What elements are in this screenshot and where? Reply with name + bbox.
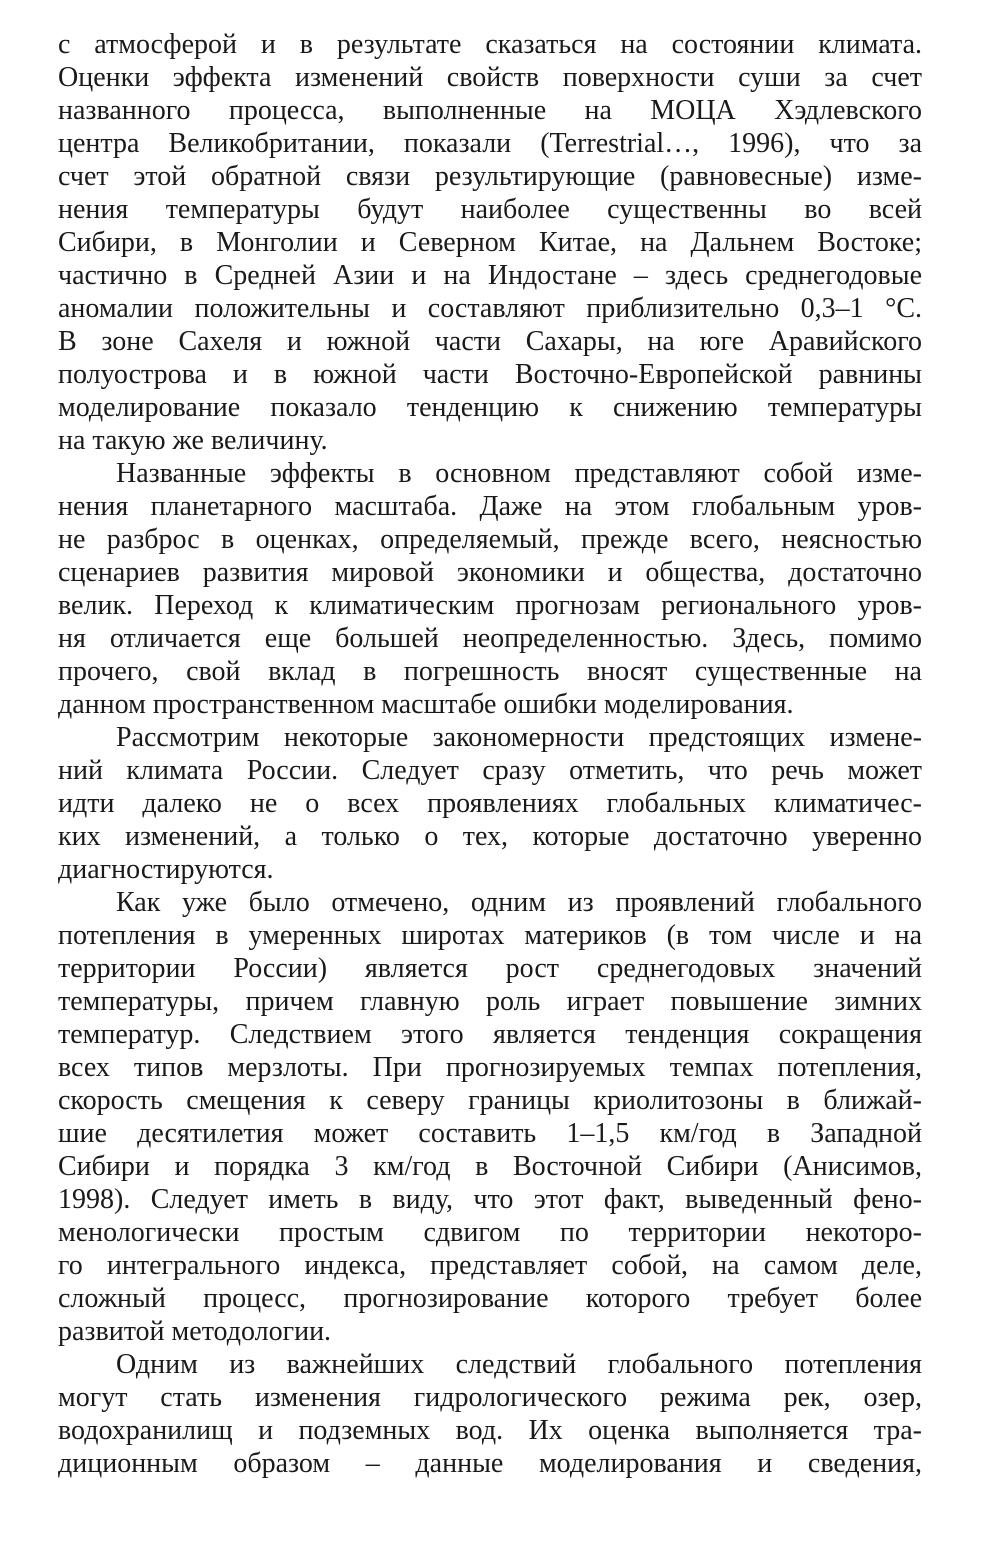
text-line: ких изменений, а только о тех, которые достаточно уверенно <box>58 821 922 852</box>
page-text <box>58 28 922 1480</box>
paragraph-1 <box>58 28 922 457</box>
text-line: с атмосферой и в результате сказаться на состоянии климата. <box>58 29 922 60</box>
text-line: центра Великобритании, показали (Terrestrial…, 1996), что за <box>58 128 922 159</box>
text-line: Как уже было отмечено, одним из проявлений глобального <box>116 887 922 918</box>
text-line: скорость смещения к северу границы криолитозоны в ближай- <box>58 1085 922 1116</box>
text-line: на такую же величину. <box>58 425 328 456</box>
text-line: Сибири, в Монголии и Северном Китае, на Дальнем Востоке; <box>58 227 922 258</box>
text-line: идти далеко не о всех проявлениях глобальных климатичес- <box>58 788 922 819</box>
text-line: не разброс в оценках, определяемый, прежде всего, неясностью <box>58 524 922 555</box>
paragraph-5 <box>58 1348 922 1480</box>
text-line: сценариев развития мировой экономики и общества, достаточно <box>58 557 922 588</box>
text-line: шие десятилетия может составить 1–1,5 км/год в Западной <box>58 1118 922 1149</box>
text-line: прочего, свой вклад в погрешность вносят существенные на <box>58 656 922 687</box>
text-line: ня отличается еще большей неопределенностью. Здесь, помимо <box>58 623 922 654</box>
paragraph-3 <box>58 721 922 886</box>
text-line: 1998). Следует иметь в виду, что этот факт, выведенный фено- <box>58 1184 922 1215</box>
text-line: ний климата России. Следует сразу отметить, что речь может <box>58 755 922 786</box>
text-line: менологически простым сдвигом по территории некоторо- <box>58 1217 922 1248</box>
text-line: го интегрального индекса, представляет собой, на самом деле, <box>58 1250 922 1281</box>
text-line: потепления в умеренных широтах материков (в том числе и на <box>58 920 922 951</box>
text-line: нения температуры будут наиболее существенны во всей <box>58 194 922 225</box>
text-line: Рассмотрим некоторые закономерности предстоящих измене- <box>116 722 922 753</box>
text-line: диционным образом – данные моделирования и сведения, <box>58 1448 922 1479</box>
text-line: территории России) является рост среднегодовых значений <box>58 953 922 984</box>
text-line: аномалии положительны и составляют приблизительно 0,3–1 °С. <box>58 293 922 324</box>
text-line: Названные эффекты в основном представляют собой изме- <box>116 458 922 489</box>
text-line: Одним из важнейших следствий глобального потепления <box>116 1349 922 1380</box>
text-line: нения планетарного масштаба. Даже на этом глобальным уров- <box>58 491 922 522</box>
text-line: счет этой обратной связи результирующие (равновесные) изме- <box>58 161 922 192</box>
text-line: сложный процесс, прогнозирование которого требует более <box>58 1283 922 1314</box>
text-line: развитой методологии. <box>58 1316 332 1347</box>
paragraph-2 <box>58 457 922 721</box>
text-line: могут стать изменения гидрологического режима рек, озер, <box>58 1382 922 1413</box>
text-line: температуры, причем главную роль играет повышение зимних <box>58 986 922 1017</box>
text-line: диагностируются. <box>58 854 274 885</box>
text-line: всех типов мерзлоты. При прогнозируемых темпах потепления, <box>58 1052 922 1083</box>
text-line: Сибири и порядка 3 км/год в Восточной Сибири (Анисимов, <box>58 1151 922 1182</box>
paragraph-4 <box>58 886 922 1348</box>
text-line: температур. Следствием этого является тенденция сокращения <box>58 1019 922 1050</box>
text-line: В зоне Сахеля и южной части Сахары, на юге Аравийского <box>58 326 922 357</box>
text-line: названного процесса, выполненные на МОЦА Хэдлевского <box>58 95 922 126</box>
text-line: моделирование показало тенденцию к снижению температуры <box>58 392 922 423</box>
text-line: данном пространственном масштабе ошибки моделирования. <box>58 689 794 720</box>
text-line: Оценки эффекта изменений свойств поверхности суши за счет <box>58 62 922 93</box>
text-line: частично в Средней Азии и на Индостане – здесь среднегодовые <box>58 260 922 291</box>
text-line: полуострова и в южной части Восточно-Европейской равнины <box>58 359 922 390</box>
text-line: велик. Переход к климатическим прогнозам регионального уров- <box>58 590 922 621</box>
text-line: водохранилищ и подземных вод. Их оценка выполняется тра- <box>58 1415 922 1446</box>
